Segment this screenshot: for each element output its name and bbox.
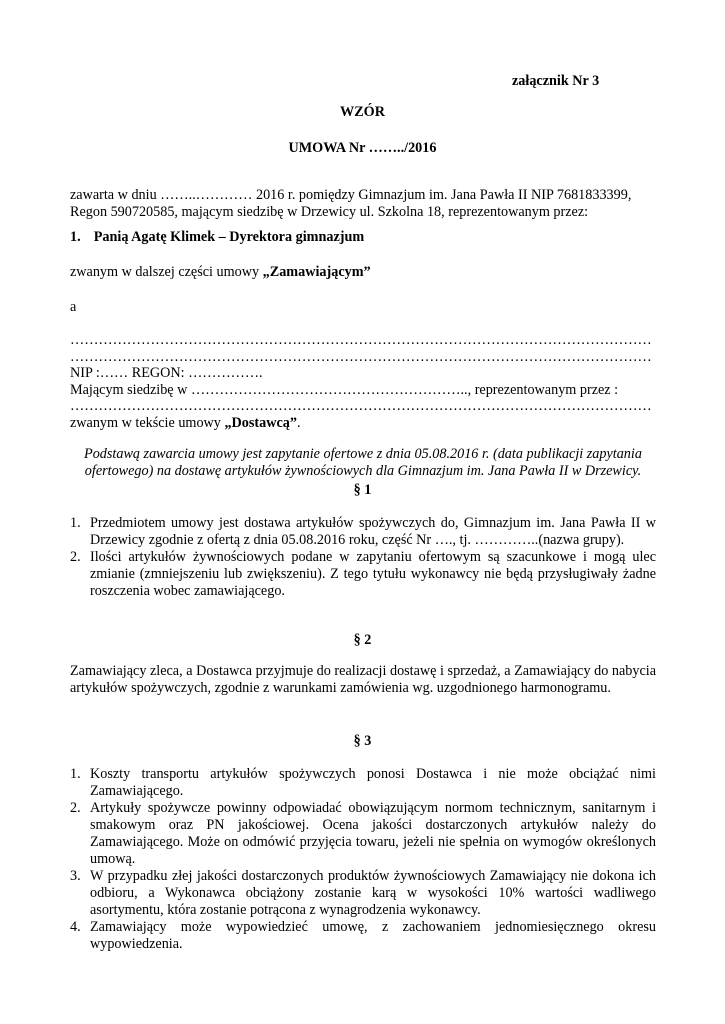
section-3-item <box>70 800 656 868</box>
supplier-name-dots-1: …………………………………………………………………………………………………………… <box>70 332 652 348</box>
section-1-title: § 1 <box>353 482 372 498</box>
representative <box>70 229 364 246</box>
section-3-title: § 3 <box>353 733 372 749</box>
ordering-party-name: „Zamawiającym” <box>262 264 371 280</box>
ordering-party-prefix: zwanym w dalszej części umowy <box>70 264 263 280</box>
contract-basis: Podstawą zawarcia umowy jest zapytanie ofertowe z dnia 05.08.2016 r. (data publikacji zapytania ofertowego) na dostawę artykułów żywnościowych dla Gimnazjum im. Jana Pawła II w Drzewicy. <box>84 446 642 479</box>
representative-name: Panią Agatę Klimek – Dyrektora gimnazjum <box>93 229 365 245</box>
section-2-text: Zamawiający zleca, a Dostawca przyjmuje do realizacji dostawę i sprzedaż, a Zamawiający do nabycia artykułów spożywczych, zgodnie z warunkami zamówienia wg. uzgodnionego harmonogramu. <box>70 663 656 696</box>
section-1-item <box>70 515 656 549</box>
item-number: 2. <box>70 549 81 565</box>
section-1-item <box>70 549 656 600</box>
item-number: 1. <box>70 515 81 531</box>
supplier-line <box>70 415 301 432</box>
item-text: Zamawiający może wypowiedzieć umowę, z zachowaniem jednomiesięcznego okresu wypowiedzenia. <box>90 919 656 952</box>
nip-regon-line: NIP :…… REGON: ……………. <box>70 365 263 381</box>
item-number: 4. <box>70 919 81 935</box>
item-text: Koszty transportu artykułów spożywczych ponosi Dostawca i nie może obciążać nimi Zamawiającego. <box>90 766 656 799</box>
item-text: Przedmiotem umowy jest dostawa artykułów spożywczych do, Gimnazjum im. Jana Pawła II w Drzewicy zgodnie z ofertą z dnia 05.08.2016 roku, część Nr …., tj. …………..(nazwa grupy). <box>90 515 656 548</box>
conjunction-a: a <box>70 299 77 315</box>
item-text: Ilości artykułów żywnościowych podane w zapytaniu ofertowym są szacunkowe i mogą ulec zmianie (zmniejszeniu lub zwiększeniu). Z tego tytułu wykonawcy nie będą przysługiwały żadne roszczenia wobec zamawiającego. <box>90 549 656 599</box>
intro-line-2: Regon 590720585, mającym siedzibę w Drzewicy ul. Szkolna 18, reprezentowanym przez: <box>70 204 589 220</box>
document-type-label: WZÓR <box>340 104 385 120</box>
item-text: W przypadku złej jakości dostarczonych produktów żywnościowych Zamawiający nie dokona ich odbioru, a Wykonawca obciążony zostanie karą w wysokości 10% wartości wadliwego asortymentu, która zostanie potrącona z wynagrodzenia wykonawcy. <box>90 868 656 918</box>
item-number: 1. <box>70 766 81 782</box>
item-number: 2. <box>70 800 81 816</box>
section-2-title: § 2 <box>353 632 372 648</box>
ordering-party-line <box>70 264 371 281</box>
intro-line-1: zawarta w dniu ……..………… 2016 r. pomiędzy Gimnazjum im. Jana Pawła II NIP 7681833399, <box>70 187 632 203</box>
supplier-name: „Dostawcą” <box>224 415 297 431</box>
item-text: Artykuły spożywcze powinny odpowiadać obowiązującym normom technicznym, sanitarnym i smakowym oraz PN jakościowej. Ocena jakości dostarczonych artykułów należy do Zamawiającego. Może on odmówić przyjęcia towaru, jeżeli nie spełnia on wymogów określonych umową. <box>90 800 656 867</box>
section-1-list <box>70 515 656 600</box>
item-number: 3. <box>70 868 81 884</box>
contract-number: UMOWA Nr ……../2016 <box>288 140 437 156</box>
supplier-prefix: zwanym w tekście umowy <box>70 415 225 431</box>
section-3-list <box>70 766 656 953</box>
supplier-suffix: . <box>296 415 301 431</box>
section-3-item <box>70 766 656 800</box>
supplier-name-dots-2: …………………………………………………………………………………………………………… <box>70 349 652 365</box>
annex-label: załącznik Nr 3 <box>512 73 600 89</box>
supplier-seat-line: Mającym siedzibę w ………………………………………………….., reprezentowanym przez : <box>70 382 619 398</box>
section-3-item <box>70 868 656 919</box>
section-3-item <box>70 919 656 953</box>
representative-number: 1. <box>70 229 81 245</box>
supplier-representative-dots: …………………………………………………………………………………………………………… <box>70 398 652 414</box>
